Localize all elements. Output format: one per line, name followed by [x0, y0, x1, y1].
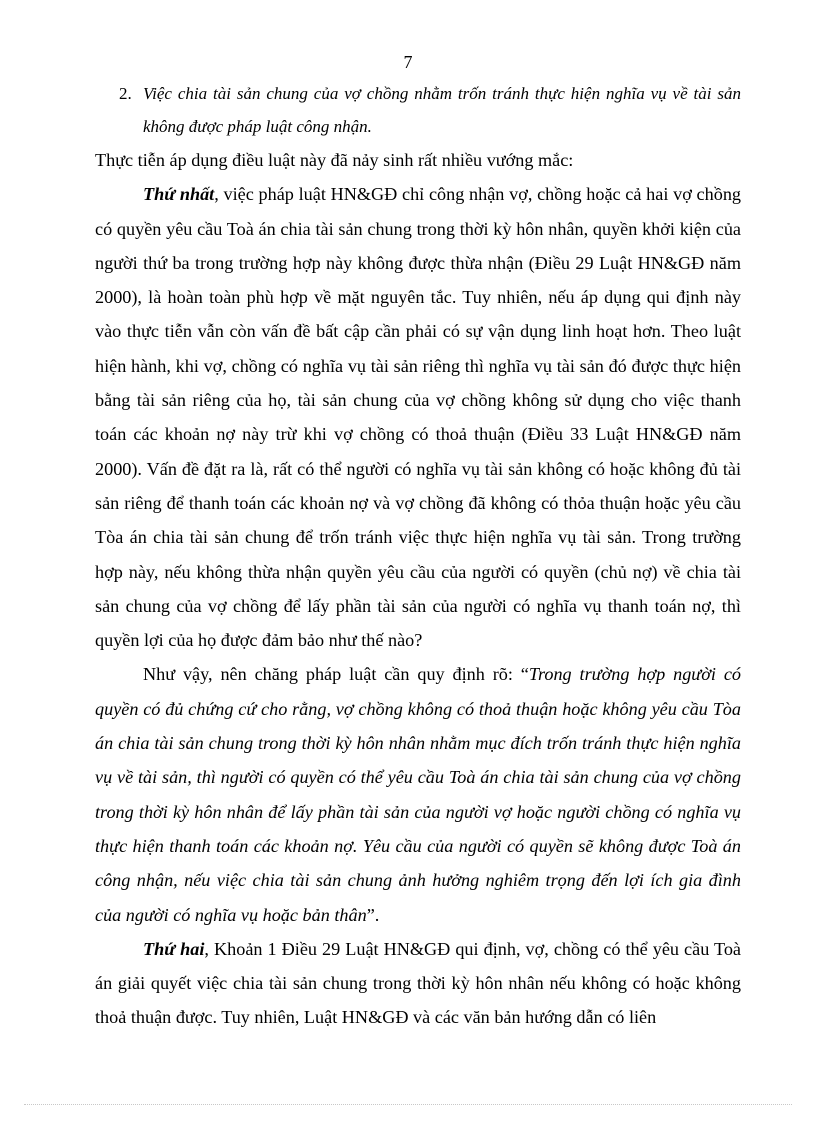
proposal-intro: Như vậy, nên chăng pháp luật cần quy định rõ: “ — [143, 664, 529, 685]
item-text: Việc chia tài sản chung của vợ chồng nhằm trốn tránh thực hiện nghĩa vụ về tài sản không được pháp luật công nhận. — [143, 84, 741, 136]
numbered-item-2 — [119, 78, 741, 143]
lead-first: Thứ nhất — [143, 184, 215, 205]
paragraph-second — [95, 932, 741, 1035]
proposal-end: ”. — [366, 904, 380, 925]
paragraph-proposal — [95, 657, 741, 931]
proposal-quote: Trong trường hợp người có quyền có đủ chứng cứ cho rằng, vợ chồng không có thoả thuận hoặc không yêu cầu Tòa án chia tài sản chung trong thời kỳ hôn nhân nhằm mục đích trốn tránh thực hiện nghĩa vụ về tài sản, thì người có quyền có thể yêu cầu Toà án chia tài sản chung của vợ chồng trong thời kỳ hôn nhân để lấy phần tài sản của người vợ hoặc người chồng có nghĩa vụ thực hiện thanh toán các khoản nợ. Yêu cầu của người có quyền sẽ không được Toà án công nhận, nếu việc chia tài sản chung ảnh hưởng nghiêm trọng đến lợi ích gia đình của người có nghĩa vụ hoặc bản thân — [95, 664, 742, 925]
page-content — [95, 78, 741, 1035]
intro-paragraph: Thực tiễn áp dụng điều luật này đã nảy sinh rất nhiều vướng mắc: — [95, 150, 574, 170]
page-bottom-rule — [24, 1104, 792, 1105]
paragraph-first — [95, 177, 741, 657]
page-number: 7 — [403, 52, 413, 72]
paragraph-second-text: , Khoản 1 Điều 29 Luật HN&GĐ qui định, vợ, chồng có thể yêu cầu Toà án giải quyết việc chia tài sản chung trong thời kỳ hôn nhân nếu không có hoặc không thoả thuận được. Tuy nhiên, Luật HN&GĐ và các văn bản hướng dẫn có liên — [95, 938, 741, 1028]
item-number: 2. — [119, 84, 132, 103]
lead-second: Thứ hai — [143, 938, 205, 959]
paragraph-first-text: , việc pháp luật HN&GĐ chỉ công nhận vợ, chồng hoặc cả hai vợ chồng có quyền yêu cầu Toà án chia tài sản chung trong thời kỳ hôn nhân, quyền khởi kiện của người thứ ba trong trường hợp này không được thừa nhận (Điều 29 Luật HN&GĐ năm 2000), là hoàn toàn phù hợp về mặt nguyên tắc. Tuy nhiên, nếu áp dụng qui định này vào thực tiễn vẫn còn vấn đề bất cập cần phải có sự vận dụng linh hoạt hơn. Theo luật hiện hành, khi vợ, chồng có nghĩa vụ tài sản riêng thì nghĩa vụ tài sản đó được thực hiện bằng tài sản riêng của họ, tài sản chung của vợ chồng không sử dụng cho việc thanh toán các khoản nợ này trừ khi vợ chồng có thoả thuận (Điều 33 Luật HN&GĐ năm 2000). Vấn đề đặt ra là, rất có thể người có nghĩa vụ tài sản không có hoặc không đủ tài sản riêng để thanh toán các khoản nợ và vợ chồng đã không có thỏa thuận hoặc yêu cầu Tòa án chia tài sản chung để trốn tránh việc thực hiện nghĩa vụ tài sản. Trong trường hợp này, nếu không thừa nhận quyền yêu cầu của người có quyền (chủ nợ) về chia tài sản chung của vợ chồng để lấy phần tài sản của người có nghĩa vụ thanh toán nợ, thì quyền lợi của họ được đảm bảo như thế nào? — [95, 184, 742, 651]
